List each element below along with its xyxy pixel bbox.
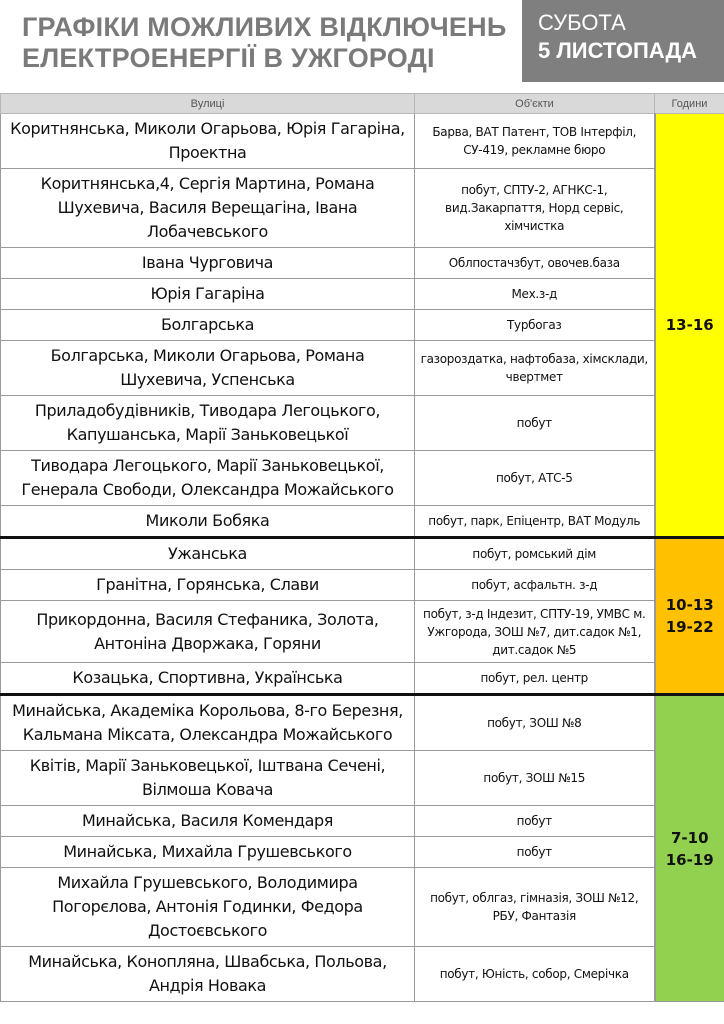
table-row — [1, 310, 724, 341]
table-row — [1, 538, 724, 570]
table-row — [1, 114, 724, 169]
objects-cell: Облпостачзбут, овочев.база — [415, 248, 655, 279]
street-cell: Михайла Грушевського, Володимира Погорєлова, Антонія Годинки, Федора Достоєвського — [1, 868, 415, 947]
objects-cell: побут — [415, 837, 655, 868]
street-cell: Миколи Бобяка — [1, 506, 415, 538]
page-title — [22, 12, 512, 74]
hours-range: 16-19 — [665, 850, 714, 869]
table-row — [1, 695, 724, 751]
column-header-hours: Години — [655, 94, 724, 114]
street-cell: Коритнянська, Миколи Огарьова, Юрія Гагаріна, Проектна — [1, 114, 415, 169]
street-cell: Минайська, Конопляна, Швабська, Польова, Андрія Новака — [1, 947, 415, 1002]
table-row — [1, 601, 724, 663]
page-title-line-2: ЕЛЕКТРОЕНЕРГІЇ В УЖГОРОДІ — [22, 43, 435, 73]
table-row — [1, 248, 724, 279]
objects-cell: побут, ромський дім — [415, 538, 655, 570]
street-cell: Болгарська, Миколи Огарьова, Романа Шухевича, Успенська — [1, 341, 415, 396]
street-cell: Минайська, Академіка Корольова, 8-го Березня, Кальмана Міксата, Олександра Можайського — [1, 695, 415, 751]
table-row — [1, 663, 724, 695]
table-row — [1, 451, 724, 506]
table-row — [1, 570, 724, 601]
column-header-streets: Вулиці — [1, 94, 415, 114]
hours-cell — [655, 695, 724, 1002]
street-cell: Приладобудівників, Тиводара Легоцького, Капушанська, Марії Заньковецької — [1, 396, 415, 451]
objects-cell: побут, парк, Епіцентр, ВАТ Модуль — [415, 506, 655, 538]
table-header-row — [1, 94, 724, 114]
street-cell: Козацька, Спортивна, Українська — [1, 663, 415, 695]
hours-range: 10-13 — [665, 596, 714, 614]
table-row — [1, 806, 724, 837]
street-cell: Ужанська — [1, 538, 415, 570]
objects-cell: побут, рел. центр — [415, 663, 655, 695]
street-cell: Минайська, Василя Комендаря — [1, 806, 415, 837]
objects-cell: побут, АТС-5 — [415, 451, 655, 506]
page-header — [0, 0, 724, 92]
objects-cell: побут — [415, 396, 655, 451]
objects-cell: побут, ЗОШ №15 — [415, 751, 655, 806]
street-cell: Коритнянська,4, Сергія Мартина, Романа Шухевича, Василя Верещагіна, Івана Лобачевського — [1, 169, 415, 248]
schedule-table — [0, 93, 724, 1002]
hours-range: 19-22 — [665, 618, 714, 636]
objects-cell: Барва, ВАТ Патент, ТОВ Інтерфіл, СУ-419, рекламне бюро — [415, 114, 655, 169]
hours-range: 7-10 — [670, 828, 709, 847]
objects-cell: побут, асфальтн. з-д — [415, 570, 655, 601]
street-cell: Болгарська — [1, 310, 415, 341]
table-row — [1, 868, 724, 947]
objects-cell: Мех.з-д — [415, 279, 655, 310]
column-header-objects: Об'єкти — [415, 94, 655, 114]
table-row — [1, 506, 724, 538]
objects-cell: Турбогаз — [415, 310, 655, 341]
hours-range: 13-16 — [665, 316, 714, 334]
hours-cell — [655, 114, 724, 538]
table-row — [1, 947, 724, 1002]
street-cell: Юрія Гагаріна — [1, 279, 415, 310]
table-body — [1, 114, 724, 1002]
objects-cell: побут — [415, 806, 655, 837]
table-row — [1, 341, 724, 396]
table-row — [1, 837, 724, 868]
objects-cell: побут, облгаз, гімназія, ЗОШ №12, РБУ, Фантазія — [415, 868, 655, 947]
street-cell: Прикордонна, Василя Стефаника, Золота, Антоніна Дворжака, Горяни — [1, 601, 415, 663]
street-cell: Івана Чурговича — [1, 248, 415, 279]
page-title-line-1: ГРАФІКИ МОЖЛИВИХ ВІДКЛЮЧЕНЬ — [22, 12, 507, 42]
objects-cell: газороздатка, нафтобаза, хімсклади, чвертмет — [415, 341, 655, 396]
table-row — [1, 751, 724, 806]
street-cell: Тиводара Легоцького, Марії Заньковецької, Генерала Свободи, Олександра Можайського — [1, 451, 415, 506]
day-of-week: СУБОТА — [538, 10, 626, 35]
hours-cell — [655, 538, 724, 695]
objects-cell: побут, Юність, собор, Смерічка — [415, 947, 655, 1002]
table-row — [1, 279, 724, 310]
date-label: 5 ЛИСТОПАДА — [538, 38, 698, 63]
date-box — [522, 0, 724, 82]
objects-cell: побут, ЗОШ №8 — [415, 695, 655, 751]
table-row — [1, 396, 724, 451]
objects-cell: побут, СПТУ-2, АГНКС-1, вид.Закарпаття, Норд сервіс, хімчистка — [415, 169, 655, 248]
objects-cell: побут, з-д Індезит, СПТУ-19, УМВС м. Ужгорода, ЗОШ №7, дит.садок №1, дит.садок №5 — [415, 601, 655, 663]
street-cell: Гранітна, Горянська, Слави — [1, 570, 415, 601]
street-cell: Квітів, Марії Заньковецької, Іштвана Сечені, Вілмоша Ковача — [1, 751, 415, 806]
street-cell: Минайська, Михайла Грушевського — [1, 837, 415, 868]
table-row — [1, 169, 724, 248]
